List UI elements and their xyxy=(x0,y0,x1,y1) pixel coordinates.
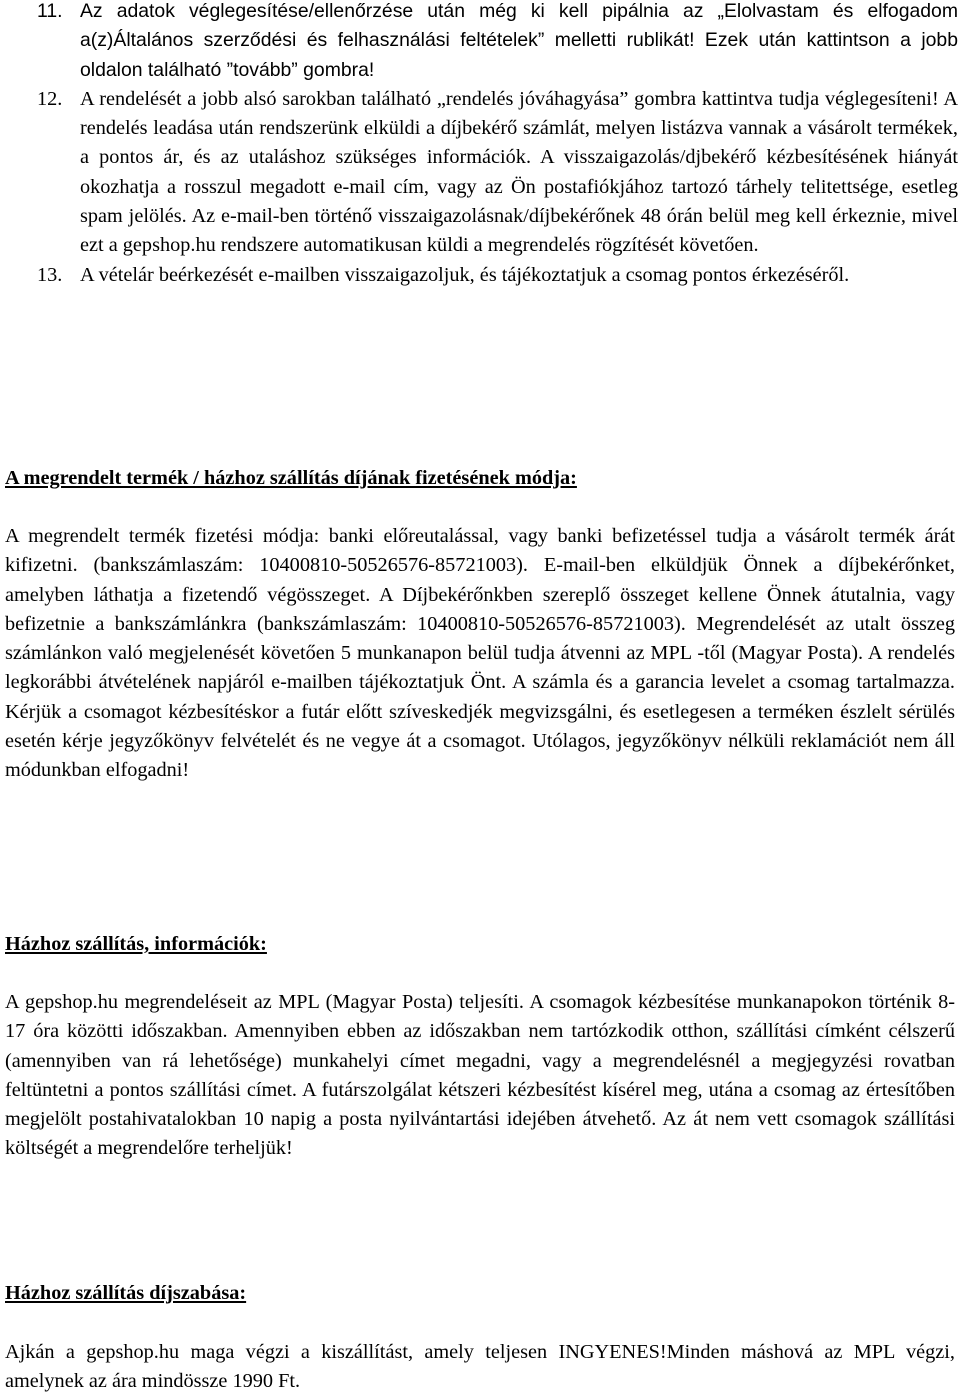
list-item xyxy=(0,261,958,290)
section-body-delivery-info: A gepshop.hu megrendeléseit az MPL (Magyar Posta) teljesíti. A csomagok kézbesítése munkanapokon történik 8-17 óra közötti időszakban. Amennyiben ebben az időszakban nem tartózkodik otthon, szállítási címként célszerű (amennyiben van rá lehetősége) munkahelyi címet megadni, vagy a megrendelésnél a megjegyzési rovatban feltüntetni a pontos szállítási címet. A futárszolgálat kétszeri kézbesítést kísérel meg, utána a csomag az értesítőben megjelölt postahivatalokban 10 napig a posta nyilvántartási idejében átvehető. Az át nem vett csomagok szállítási költségét a megrendelőre terheljük! xyxy=(5,991,955,1160)
list-item xyxy=(0,85,958,261)
section-body-delivery-fee: Ajkán a gepshop.hu maga végzi a kiszállítást, amely teljesen INGYENES!Minden máshová az MPL végzi, amelynek az ára mindössze 1990 Ft. xyxy=(5,1341,955,1393)
list-item-number: 11. xyxy=(37,0,63,22)
list-item-text: Az adatok véglegesítése/ellenőrzése után még ki kell pipálnia az „Elolvastam és elfogadom a(z)Általános szerződési és felhasználási feltételek” melletti rublikát! Ezek után kattintson a jobb oldalon található ”tovább” gombra! xyxy=(80,0,958,81)
section-heading-delivery-info: Házhoz szállítás, információk: xyxy=(5,933,267,955)
list-item xyxy=(0,0,958,85)
list-item-text: A vételár beérkezését e-mailben visszaigazoljuk, és tájékoztatjuk a csomag pontos érkezéséről. xyxy=(80,263,850,286)
numbered-list xyxy=(0,0,958,290)
list-item-text: A rendelését a jobb alsó sarokban található „rendelés jóváhagyása” gombra kattintva tudja véglegesíteni! A rendelés leadása után rendszerünk elküldi a díjbekérő számlát, melyen listázva vannak a vásárolt termékek, a pontos ár, és az utaláshoz szükséges információk. A visszaigazolás/djbekérő kézbesítésének hiányát okozhatja a rosszul megadott e-mail cím, vagy az Ön postafiókjához tartozó tárhely telitettsége, esetleg spam jelölés. Az e-mail-ben történő visszaigazolásnak/díjbekérőnek 48 órán belül meg kell érkeznie, mivel ezt a gepshop.hu rendszere automatikusan küldi a megrendelés rögzítését követően. xyxy=(80,87,958,257)
list-item-number: 13. xyxy=(37,263,63,286)
section-body-payment: A megrendelt termék fizetési módja: banki előreutalással, vagy banki befizetéssel tudja a vásárolt termék árát kifizetni. (bankszámlaszám: 10400810-50526576-85721003). E-mail-ben elküldjük Önnek a díjbekérőnket, amelyben láthatja a fizetendő végösszeget. A Díjbekérőnkben szereplő összeget kellene Önnek átutalnia, vagy befizetnie a bankszámlánkra (bankszámlaszám: 10400810-50526576-85721003). Megrendelését az utalt összeg számlánkon való megjelenését követően 5 munkanapon belül tudja átvenni az MPL -től (Magyar Posta). A rendelés legkorábbi átvételének napjáról e-mailben tájékoztatjuk Önt. A számla és a garancia levelet a csomag tartalmazza. Kérjük a csomagot kézbesítéskor a futár előtt szíveskedjék megvizsgálni, és esetlegesen a terméken észlelt sérülés esetén kérje jegyzőkönyv felvételét és ne vegye át a csomagot. Utólagos, jegyzőkönyv nélküli reklamációt nem áll módunkban elfogadni! xyxy=(5,525,955,782)
section-heading-delivery-fee: Házhoz szállítás díjszabása: xyxy=(5,1282,247,1304)
list-item-number: 12. xyxy=(37,87,63,110)
section-heading-payment: A megrendelt termék / házhoz szállítás díjának fizetésének módja: xyxy=(5,467,577,489)
